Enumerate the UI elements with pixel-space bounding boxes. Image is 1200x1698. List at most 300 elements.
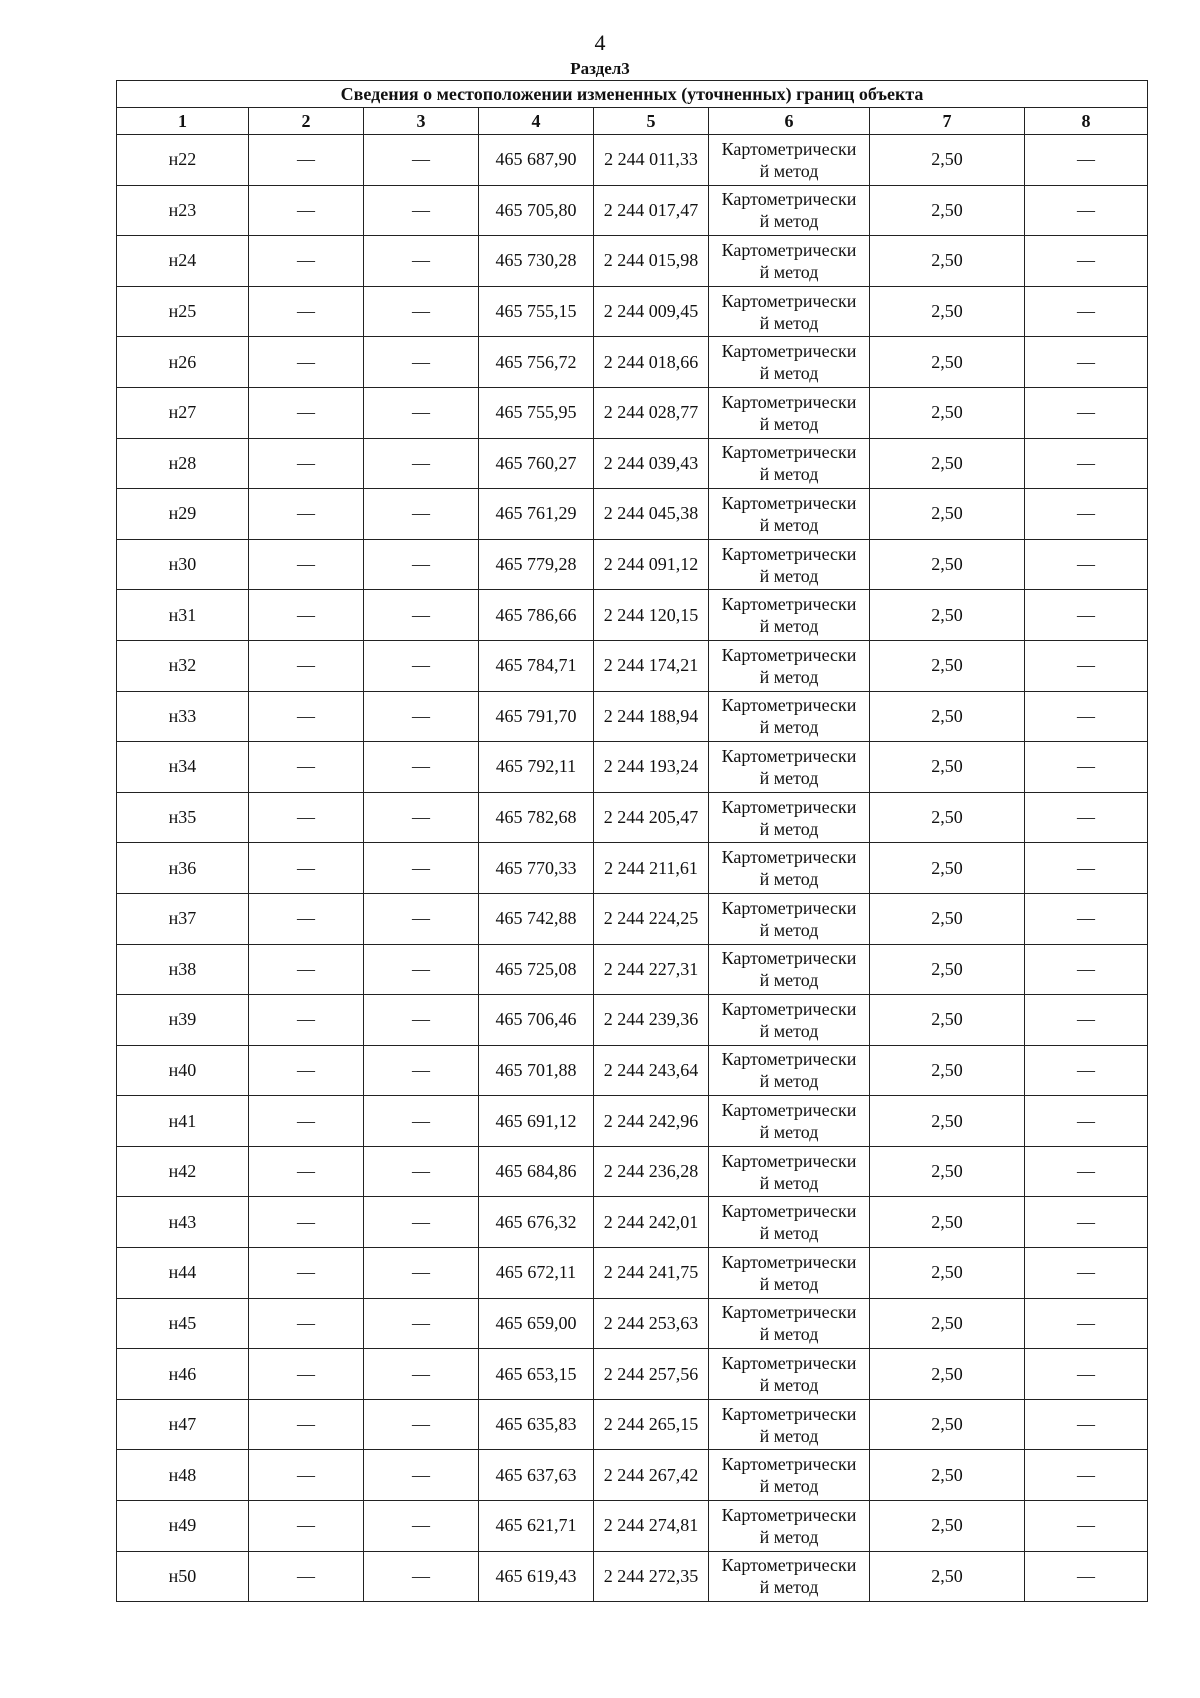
- method-cell: [709, 640, 870, 691]
- column-8-cell: —: [1025, 387, 1148, 438]
- column-3-cell: —: [364, 236, 479, 287]
- method-line: Картометрически: [721, 644, 857, 665]
- column-8-cell: —: [1025, 691, 1148, 742]
- column-number-1: 1: [117, 108, 249, 135]
- method-line: Картометрически: [721, 1201, 857, 1222]
- table-row: [117, 337, 1148, 388]
- method-line: Картометрически: [721, 998, 857, 1019]
- column-2-cell: —: [249, 337, 364, 388]
- method-line: й метод: [759, 970, 819, 991]
- method-cell: [709, 893, 870, 944]
- method-line: Картометрически: [721, 442, 857, 463]
- point-name-cell: н35: [117, 792, 249, 843]
- x-coordinate-cell: 465 672,11: [479, 1248, 594, 1299]
- method-line: Картометрически: [721, 745, 857, 766]
- accuracy-cell: 2,50: [870, 337, 1025, 388]
- accuracy-cell: 2,50: [870, 286, 1025, 337]
- method-line: Картометрически: [721, 796, 857, 817]
- y-coordinate-cell: 2 244 272,35: [594, 1551, 709, 1602]
- column-8-cell: —: [1025, 539, 1148, 590]
- x-coordinate-cell: 465 730,28: [479, 236, 594, 287]
- method-line: й метод: [759, 869, 819, 890]
- point-name-cell: н38: [117, 944, 249, 995]
- x-coordinate-cell: 465 761,29: [479, 489, 594, 540]
- table-row: [117, 387, 1148, 438]
- column-8-cell: —: [1025, 489, 1148, 540]
- method-line: й метод: [759, 1375, 819, 1396]
- y-coordinate-cell: 2 244 039,43: [594, 438, 709, 489]
- method-cell: [709, 1349, 870, 1400]
- column-3-cell: —: [364, 1146, 479, 1197]
- table-row: [117, 1349, 1148, 1400]
- column-3-cell: —: [364, 944, 479, 995]
- method-line: Картометрически: [721, 1403, 857, 1424]
- column-3-cell: —: [364, 1096, 479, 1147]
- method-cell: [709, 438, 870, 489]
- method-line: Картометрически: [721, 1353, 857, 1374]
- point-name-cell: н36: [117, 843, 249, 894]
- table-row: [117, 1399, 1148, 1450]
- method-cell: [709, 944, 870, 995]
- method-line: Картометрически: [721, 897, 857, 918]
- accuracy-cell: 2,50: [870, 1551, 1025, 1602]
- x-coordinate-cell: 465 621,71: [479, 1501, 594, 1552]
- point-name-cell: н27: [117, 387, 249, 438]
- y-coordinate-cell: 2 244 011,33: [594, 135, 709, 186]
- y-coordinate-cell: 2 244 015,98: [594, 236, 709, 287]
- y-coordinate-cell: 2 244 267,42: [594, 1450, 709, 1501]
- x-coordinate-cell: 465 659,00: [479, 1298, 594, 1349]
- method-cell: [709, 691, 870, 742]
- method-line: Картометрически: [721, 1504, 857, 1525]
- method-line: й метод: [759, 160, 819, 181]
- method-line: й метод: [759, 1577, 819, 1598]
- y-coordinate-cell: 2 244 188,94: [594, 691, 709, 742]
- column-3-cell: —: [364, 1450, 479, 1501]
- column-2-cell: —: [249, 438, 364, 489]
- accuracy-cell: 2,50: [870, 1349, 1025, 1400]
- column-2-cell: —: [249, 1248, 364, 1299]
- column-number-3: 3: [364, 108, 479, 135]
- column-2-cell: —: [249, 792, 364, 843]
- accuracy-cell: 2,50: [870, 792, 1025, 843]
- column-8-cell: —: [1025, 1501, 1148, 1552]
- column-3-cell: —: [364, 590, 479, 641]
- point-name-cell: н25: [117, 286, 249, 337]
- method-line: Картометрически: [721, 290, 857, 311]
- column-3-cell: —: [364, 1298, 479, 1349]
- y-coordinate-cell: 2 244 017,47: [594, 185, 709, 236]
- y-coordinate-cell: 2 244 253,63: [594, 1298, 709, 1349]
- method-line: Картометрически: [721, 1150, 857, 1171]
- x-coordinate-cell: 465 791,70: [479, 691, 594, 742]
- column-2-cell: —: [249, 843, 364, 894]
- column-3-cell: —: [364, 1248, 479, 1299]
- x-coordinate-cell: 465 676,32: [479, 1197, 594, 1248]
- accuracy-cell: 2,50: [870, 1146, 1025, 1197]
- method-line: й метод: [759, 818, 819, 839]
- table-row: [117, 1298, 1148, 1349]
- x-coordinate-cell: 465 705,80: [479, 185, 594, 236]
- table-row: [117, 1197, 1148, 1248]
- accuracy-cell: 2,50: [870, 1298, 1025, 1349]
- column-2-cell: —: [249, 893, 364, 944]
- table-row: [117, 944, 1148, 995]
- accuracy-cell: 2,50: [870, 944, 1025, 995]
- column-8-cell: —: [1025, 185, 1148, 236]
- method-line: Картометрически: [721, 1100, 857, 1121]
- column-8-cell: —: [1025, 1349, 1148, 1400]
- accuracy-cell: 2,50: [870, 742, 1025, 793]
- column-3-cell: —: [364, 893, 479, 944]
- table-body: [117, 135, 1148, 1602]
- table-row: [117, 185, 1148, 236]
- y-coordinate-cell: 2 244 274,81: [594, 1501, 709, 1552]
- method-cell: [709, 286, 870, 337]
- accuracy-cell: 2,50: [870, 489, 1025, 540]
- x-coordinate-cell: 465 755,15: [479, 286, 594, 337]
- x-coordinate-cell: 465 687,90: [479, 135, 594, 186]
- point-name-cell: н22: [117, 135, 249, 186]
- point-name-cell: н30: [117, 539, 249, 590]
- point-name-cell: н46: [117, 1349, 249, 1400]
- y-coordinate-cell: 2 244 242,96: [594, 1096, 709, 1147]
- accuracy-cell: 2,50: [870, 438, 1025, 489]
- column-8-cell: —: [1025, 286, 1148, 337]
- method-cell: [709, 236, 870, 287]
- column-8-cell: —: [1025, 438, 1148, 489]
- column-2-cell: —: [249, 1197, 364, 1248]
- column-3-cell: —: [364, 135, 479, 186]
- column-8-cell: —: [1025, 1197, 1148, 1248]
- x-coordinate-cell: 465 742,88: [479, 893, 594, 944]
- point-name-cell: н24: [117, 236, 249, 287]
- method-cell: [709, 995, 870, 1046]
- column-8-cell: —: [1025, 893, 1148, 944]
- column-2-cell: —: [249, 1501, 364, 1552]
- table-row: [117, 640, 1148, 691]
- method-cell: [709, 1450, 870, 1501]
- x-coordinate-cell: 465 635,83: [479, 1399, 594, 1450]
- table-row: [117, 438, 1148, 489]
- column-2-cell: —: [249, 691, 364, 742]
- point-name-cell: н37: [117, 893, 249, 944]
- method-line: й метод: [759, 1526, 819, 1547]
- column-3-cell: —: [364, 1349, 479, 1400]
- column-3-cell: —: [364, 438, 479, 489]
- method-line: Картометрически: [721, 1049, 857, 1070]
- x-coordinate-cell: 465 786,66: [479, 590, 594, 641]
- y-coordinate-cell: 2 244 091,12: [594, 539, 709, 590]
- method-cell: [709, 1096, 870, 1147]
- point-name-cell: н23: [117, 185, 249, 236]
- method-line: Картометрически: [721, 341, 857, 362]
- point-name-cell: н42: [117, 1146, 249, 1197]
- column-8-cell: —: [1025, 1551, 1148, 1602]
- point-name-cell: н33: [117, 691, 249, 742]
- accuracy-cell: 2,50: [870, 1045, 1025, 1096]
- y-coordinate-cell: 2 244 045,38: [594, 489, 709, 540]
- column-8-cell: —: [1025, 640, 1148, 691]
- y-coordinate-cell: 2 244 211,61: [594, 843, 709, 894]
- table-row: [117, 1096, 1148, 1147]
- column-3-cell: —: [364, 1399, 479, 1450]
- method-cell: [709, 742, 870, 793]
- method-line: Картометрически: [721, 239, 857, 260]
- column-2-cell: —: [249, 742, 364, 793]
- method-cell: [709, 590, 870, 641]
- column-number-row: [117, 108, 1148, 135]
- column-8-cell: —: [1025, 1298, 1148, 1349]
- accuracy-cell: 2,50: [870, 1248, 1025, 1299]
- method-line: й метод: [759, 1172, 819, 1193]
- method-line: й метод: [759, 261, 819, 282]
- accuracy-cell: 2,50: [870, 843, 1025, 894]
- method-cell: [709, 337, 870, 388]
- point-name-cell: н50: [117, 1551, 249, 1602]
- accuracy-cell: 2,50: [870, 590, 1025, 641]
- table-row: [117, 1045, 1148, 1096]
- column-3-cell: —: [364, 843, 479, 894]
- method-line: й метод: [759, 1476, 819, 1497]
- accuracy-cell: 2,50: [870, 1096, 1025, 1147]
- method-line: й метод: [759, 717, 819, 738]
- method-cell: [709, 1045, 870, 1096]
- column-2-cell: —: [249, 640, 364, 691]
- point-name-cell: н45: [117, 1298, 249, 1349]
- method-line: й метод: [759, 616, 819, 637]
- column-number-6: 6: [709, 108, 870, 135]
- column-3-cell: —: [364, 792, 479, 843]
- point-name-cell: н28: [117, 438, 249, 489]
- column-2-cell: —: [249, 387, 364, 438]
- method-cell: [709, 843, 870, 894]
- method-cell: [709, 1197, 870, 1248]
- table-caption: Сведения о местоположении измененных (уточненных) границ объекта: [117, 81, 1148, 108]
- column-3-cell: —: [364, 1045, 479, 1096]
- y-coordinate-cell: 2 244 243,64: [594, 1045, 709, 1096]
- accuracy-cell: 2,50: [870, 539, 1025, 590]
- column-3-cell: —: [364, 185, 479, 236]
- y-coordinate-cell: 2 244 120,15: [594, 590, 709, 641]
- point-name-cell: н32: [117, 640, 249, 691]
- method-line: й метод: [759, 767, 819, 788]
- method-line: Картометрически: [721, 189, 857, 210]
- method-line: Картометрически: [721, 1251, 857, 1272]
- table-row: [117, 1551, 1148, 1602]
- y-coordinate-cell: 2 244 205,47: [594, 792, 709, 843]
- method-cell: [709, 539, 870, 590]
- x-coordinate-cell: 465 653,15: [479, 1349, 594, 1400]
- method-line: й метод: [759, 1020, 819, 1041]
- column-3-cell: —: [364, 489, 479, 540]
- y-coordinate-cell: 2 244 193,24: [594, 742, 709, 793]
- method-line: й метод: [759, 919, 819, 940]
- column-2-cell: —: [249, 1349, 364, 1400]
- point-name-cell: н41: [117, 1096, 249, 1147]
- table-row: [117, 135, 1148, 186]
- method-line: й метод: [759, 565, 819, 586]
- column-3-cell: —: [364, 995, 479, 1046]
- column-2-cell: —: [249, 944, 364, 995]
- point-name-cell: н34: [117, 742, 249, 793]
- method-cell: [709, 792, 870, 843]
- column-2-cell: —: [249, 539, 364, 590]
- y-coordinate-cell: 2 244 227,31: [594, 944, 709, 995]
- point-name-cell: н48: [117, 1450, 249, 1501]
- table-row: [117, 893, 1148, 944]
- x-coordinate-cell: 465 760,27: [479, 438, 594, 489]
- x-coordinate-cell: 465 701,88: [479, 1045, 594, 1096]
- method-line: Картометрически: [721, 492, 857, 513]
- method-line: Картометрически: [721, 948, 857, 969]
- page-number: 4: [594, 30, 606, 55]
- column-3-cell: —: [364, 1197, 479, 1248]
- column-number-8: 8: [1025, 108, 1148, 135]
- column-2-cell: —: [249, 1399, 364, 1450]
- x-coordinate-cell: 465 770,33: [479, 843, 594, 894]
- method-cell: [709, 387, 870, 438]
- method-line: Картометрически: [721, 847, 857, 868]
- column-8-cell: —: [1025, 944, 1148, 995]
- method-line: й метод: [759, 514, 819, 535]
- method-cell: [709, 1399, 870, 1450]
- method-line: Картометрически: [721, 1454, 857, 1475]
- method-line: й метод: [759, 363, 819, 384]
- method-line: Картометрически: [721, 138, 857, 159]
- method-line: Картометрически: [721, 391, 857, 412]
- method-line: й метод: [759, 312, 819, 333]
- accuracy-cell: 2,50: [870, 387, 1025, 438]
- y-coordinate-cell: 2 244 239,36: [594, 995, 709, 1046]
- method-line: й метод: [759, 1273, 819, 1294]
- method-cell: [709, 1551, 870, 1602]
- method-line: й метод: [759, 1223, 819, 1244]
- column-2-cell: —: [249, 1298, 364, 1349]
- point-name-cell: н39: [117, 995, 249, 1046]
- column-3-cell: —: [364, 1501, 479, 1552]
- column-number-2: 2: [249, 108, 364, 135]
- accuracy-cell: 2,50: [870, 1450, 1025, 1501]
- column-2-cell: —: [249, 1045, 364, 1096]
- method-line: й метод: [759, 1071, 819, 1092]
- x-coordinate-cell: 465 782,68: [479, 792, 594, 843]
- table-row: [117, 1501, 1148, 1552]
- x-coordinate-cell: 465 706,46: [479, 995, 594, 1046]
- accuracy-cell: 2,50: [870, 1197, 1025, 1248]
- column-2-cell: —: [249, 1450, 364, 1501]
- accuracy-cell: 2,50: [870, 185, 1025, 236]
- table-row: [117, 236, 1148, 287]
- column-2-cell: —: [249, 995, 364, 1046]
- method-cell: [709, 1298, 870, 1349]
- x-coordinate-cell: 465 779,28: [479, 539, 594, 590]
- y-coordinate-cell: 2 244 174,21: [594, 640, 709, 691]
- point-name-cell: н29: [117, 489, 249, 540]
- column-2-cell: —: [249, 590, 364, 641]
- x-coordinate-cell: 465 637,63: [479, 1450, 594, 1501]
- method-line: й метод: [759, 211, 819, 232]
- y-coordinate-cell: 2 244 018,66: [594, 337, 709, 388]
- y-coordinate-cell: 2 244 241,75: [594, 1248, 709, 1299]
- method-line: й метод: [759, 464, 819, 485]
- x-coordinate-cell: 465 792,11: [479, 742, 594, 793]
- column-2-cell: —: [249, 1551, 364, 1602]
- point-name-cell: н40: [117, 1045, 249, 1096]
- column-3-cell: —: [364, 1551, 479, 1602]
- method-line: Картометрически: [721, 594, 857, 615]
- method-cell: [709, 185, 870, 236]
- accuracy-cell: 2,50: [870, 995, 1025, 1046]
- x-coordinate-cell: 465 784,71: [479, 640, 594, 691]
- column-number-5: 5: [594, 108, 709, 135]
- column-3-cell: —: [364, 286, 479, 337]
- x-coordinate-cell: 465 691,12: [479, 1096, 594, 1147]
- column-2-cell: —: [249, 236, 364, 287]
- column-8-cell: —: [1025, 792, 1148, 843]
- column-8-cell: —: [1025, 1248, 1148, 1299]
- point-name-cell: н31: [117, 590, 249, 641]
- column-2-cell: —: [249, 135, 364, 186]
- column-2-cell: —: [249, 286, 364, 337]
- method-cell: [709, 489, 870, 540]
- column-3-cell: —: [364, 640, 479, 691]
- method-line: й метод: [759, 1425, 819, 1446]
- x-coordinate-cell: 465 725,08: [479, 944, 594, 995]
- table-row: [117, 1248, 1148, 1299]
- accuracy-cell: 2,50: [870, 1399, 1025, 1450]
- y-coordinate-cell: 2 244 265,15: [594, 1399, 709, 1450]
- column-number-7: 7: [870, 108, 1025, 135]
- x-coordinate-cell: 465 619,43: [479, 1551, 594, 1602]
- y-coordinate-cell: 2 244 236,28: [594, 1146, 709, 1197]
- x-coordinate-cell: 465 756,72: [479, 337, 594, 388]
- column-number-4: 4: [479, 108, 594, 135]
- column-8-cell: —: [1025, 1096, 1148, 1147]
- section-title: Раздел3: [570, 59, 630, 78]
- column-2-cell: —: [249, 1146, 364, 1197]
- method-line: й метод: [759, 1122, 819, 1143]
- point-name-cell: н49: [117, 1501, 249, 1552]
- method-line: Картометрически: [721, 543, 857, 564]
- column-8-cell: —: [1025, 590, 1148, 641]
- table-row: [117, 590, 1148, 641]
- boundary-coordinates-table: [116, 80, 1148, 1602]
- table-row: [117, 691, 1148, 742]
- column-2-cell: —: [249, 1096, 364, 1147]
- y-coordinate-cell: 2 244 257,56: [594, 1349, 709, 1400]
- column-8-cell: —: [1025, 337, 1148, 388]
- column-8-cell: —: [1025, 742, 1148, 793]
- accuracy-cell: 2,50: [870, 135, 1025, 186]
- method-line: й метод: [759, 666, 819, 687]
- table-row: [117, 489, 1148, 540]
- column-3-cell: —: [364, 387, 479, 438]
- column-3-cell: —: [364, 742, 479, 793]
- method-line: й метод: [759, 413, 819, 434]
- x-coordinate-cell: 465 755,95: [479, 387, 594, 438]
- method-line: Картометрически: [721, 1302, 857, 1323]
- accuracy-cell: 2,50: [870, 691, 1025, 742]
- column-2-cell: —: [249, 489, 364, 540]
- column-2-cell: —: [249, 185, 364, 236]
- column-8-cell: —: [1025, 135, 1148, 186]
- x-coordinate-cell: 465 684,86: [479, 1146, 594, 1197]
- accuracy-cell: 2,50: [870, 640, 1025, 691]
- method-cell: [709, 1146, 870, 1197]
- column-8-cell: —: [1025, 1146, 1148, 1197]
- column-3-cell: —: [364, 337, 479, 388]
